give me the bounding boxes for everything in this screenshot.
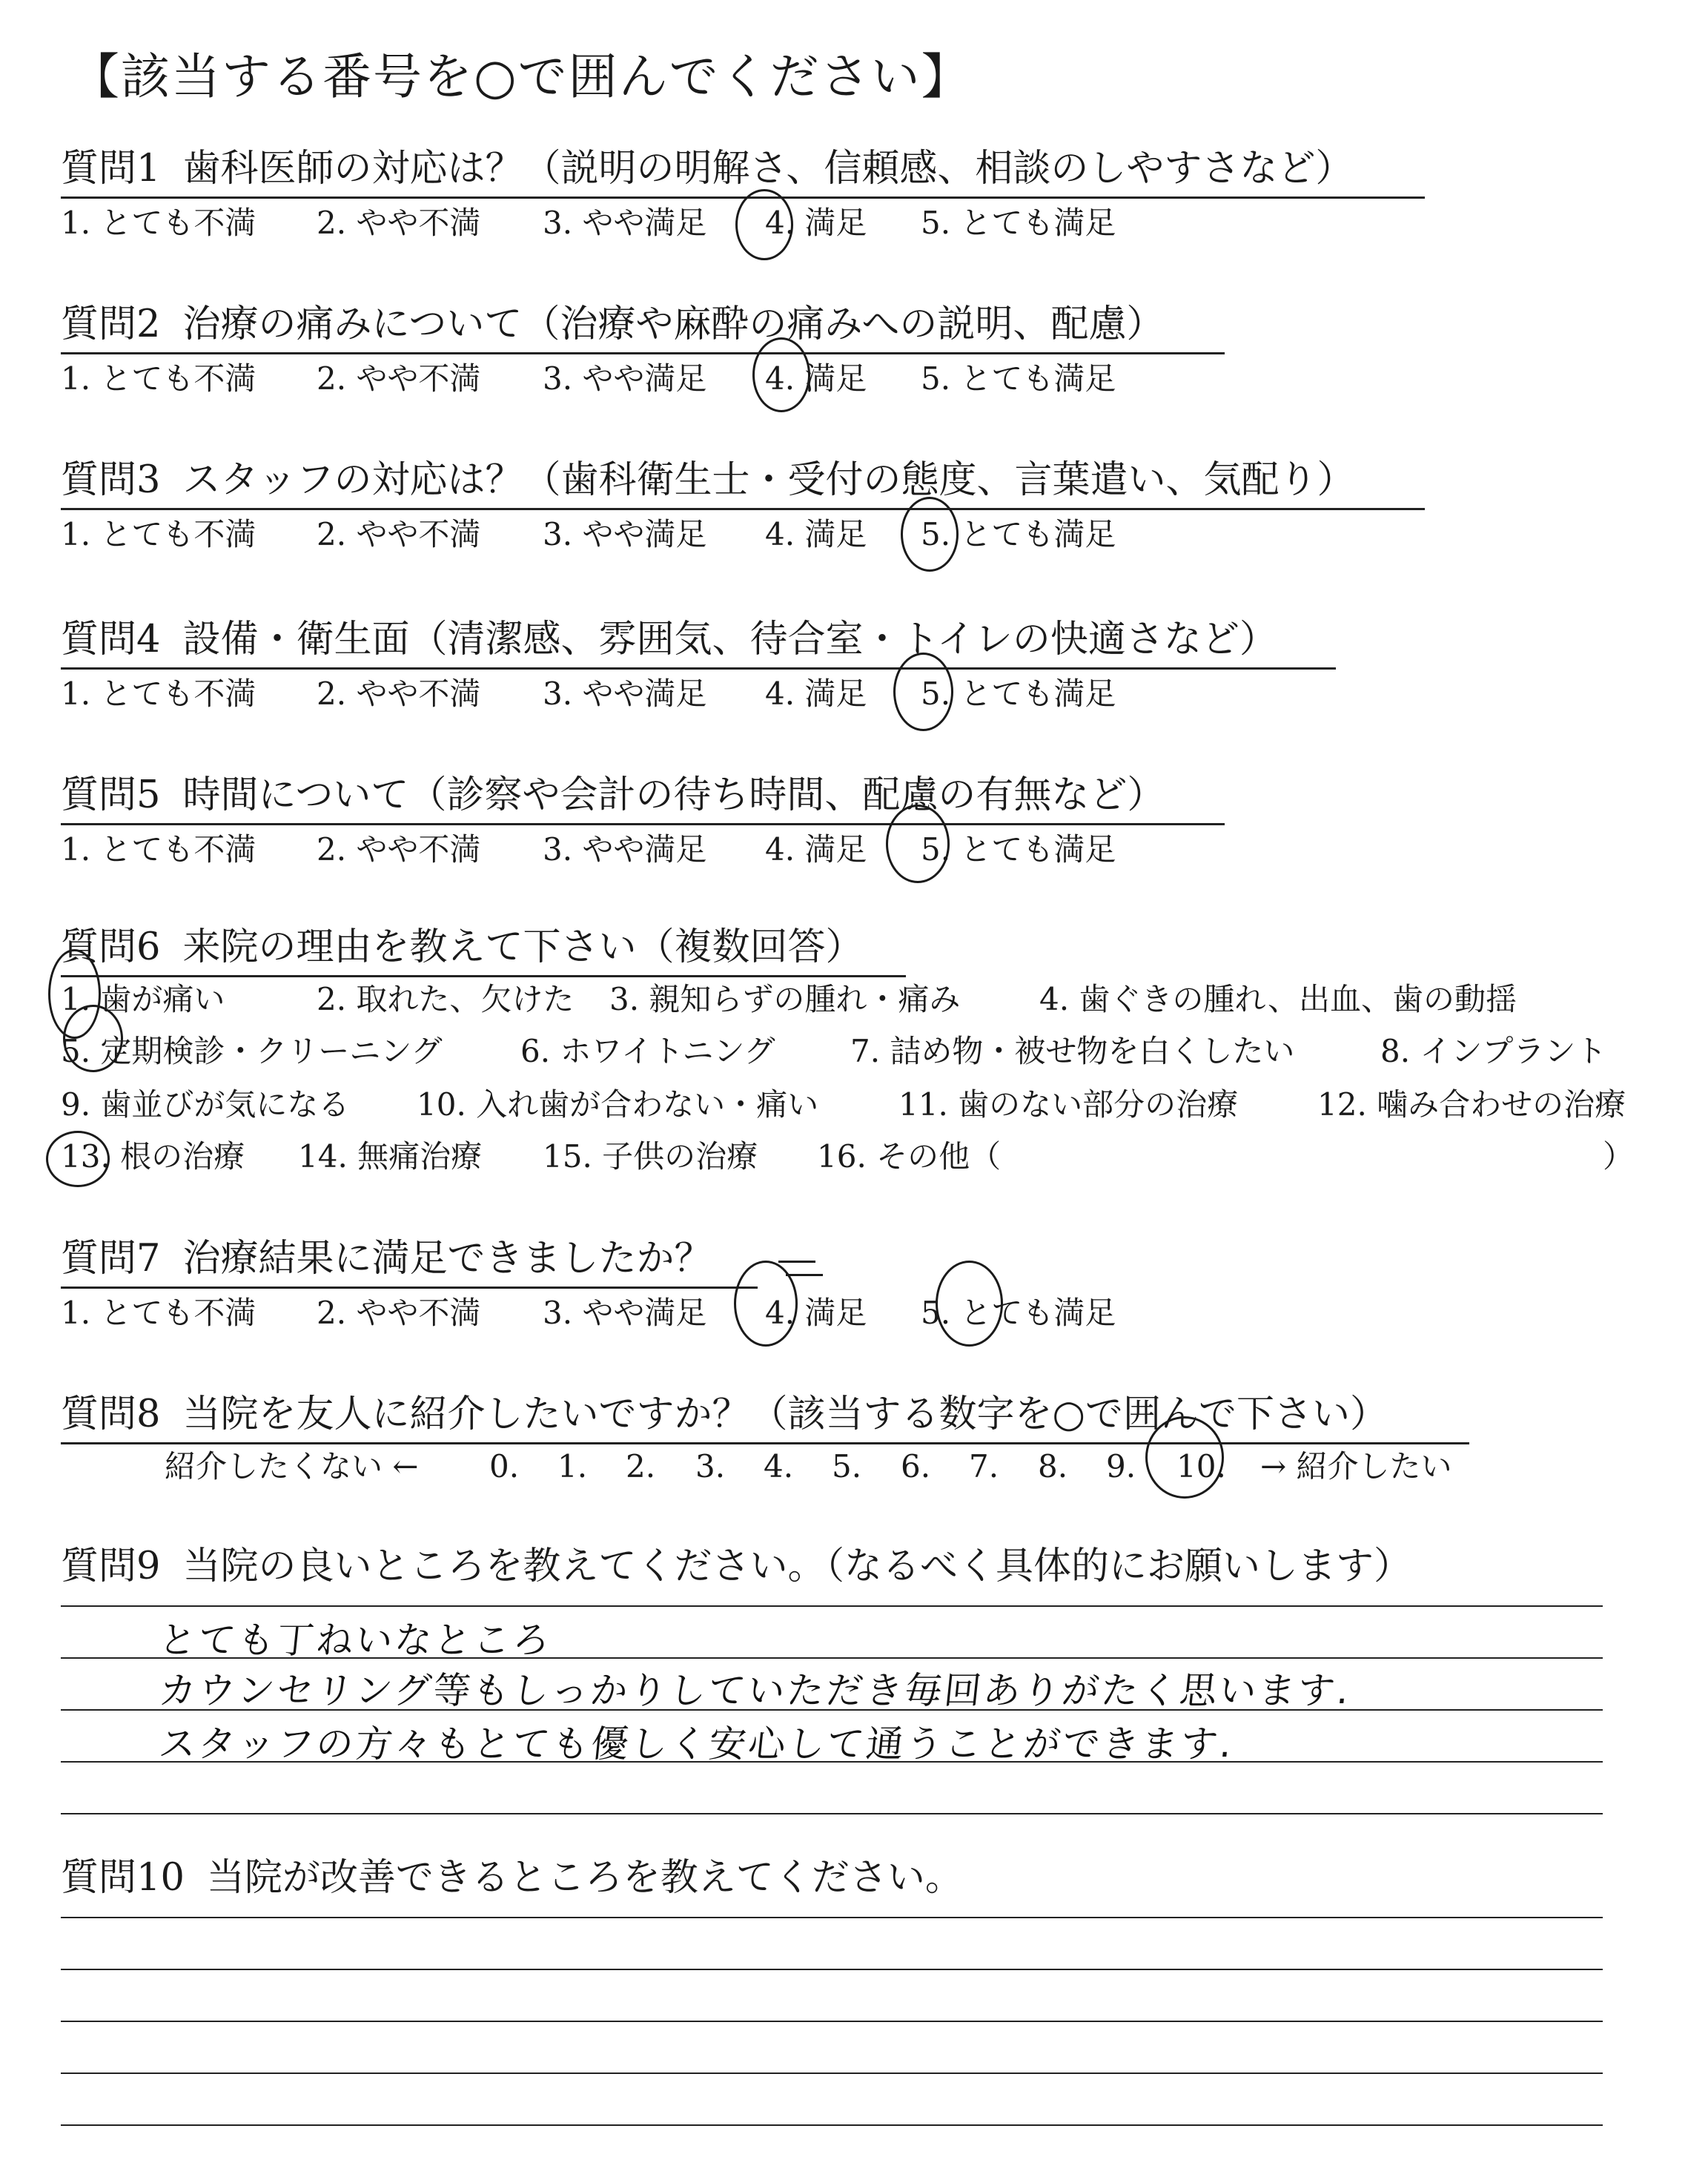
selected-circle-mark bbox=[1145, 1416, 1224, 1499]
option-3[interactable]: 3. やや満足 bbox=[543, 360, 707, 397]
underline bbox=[61, 1287, 758, 1289]
question-number: 質問10 bbox=[61, 1856, 185, 1900]
question-text: 時間について（診察や会計の待ち時間、配慮の有無など） bbox=[182, 773, 1165, 817]
scale-left-label: 紹介したくない ← bbox=[165, 1448, 419, 1484]
question-10 bbox=[61, 1854, 1655, 1903]
option-2[interactable]: 2. やや不満 bbox=[317, 516, 481, 552]
q6-row-4 bbox=[61, 1136, 1655, 1178]
recommend-scale bbox=[165, 1446, 1499, 1487]
underline bbox=[61, 975, 906, 977]
option-2[interactable]: 2. やや不満 bbox=[317, 676, 481, 712]
question-number: 質問5 bbox=[61, 773, 161, 817]
option-1[interactable]: 1. とても不満 bbox=[61, 831, 256, 868]
question-number: 質問6 bbox=[61, 925, 161, 969]
scale-4[interactable]: 4. bbox=[764, 1448, 794, 1484]
scale-10[interactable]: 10. bbox=[1176, 1448, 1226, 1484]
option-2[interactable]: 2. やや不満 bbox=[317, 1295, 481, 1331]
question-text: 当院を友人に紹介したいですか？（該当する数字を○で囲んで下さい） bbox=[182, 1393, 1388, 1436]
selected-circle-mark bbox=[936, 1261, 1003, 1347]
question-text: 設備・衛生面（清潔感、雰囲気、待合室・トイレの快適さなど） bbox=[182, 618, 1277, 661]
underline bbox=[61, 1442, 1469, 1444]
option-5[interactable]: 5. とても満足 bbox=[921, 205, 1116, 241]
option-3[interactable]: 3. 親知らずの腫れ・痛み bbox=[609, 981, 961, 1017]
underline bbox=[61, 823, 1225, 825]
selected-circle-mark bbox=[63, 1005, 123, 1072]
question-number: 質問7 bbox=[61, 1237, 161, 1281]
option-1[interactable]: 1. とても不満 bbox=[61, 516, 256, 552]
question-number: 質問3 bbox=[61, 458, 161, 502]
scale-2[interactable]: 2. bbox=[626, 1448, 656, 1484]
option-5[interactable]: 5. とても満足 bbox=[921, 1295, 1116, 1331]
scale-0[interactable]: 0. bbox=[489, 1448, 520, 1484]
question-7 bbox=[61, 1235, 1655, 1334]
option-7[interactable]: 7. 詰め物・被せ物を白くしたい bbox=[850, 1033, 1295, 1069]
scale-7[interactable]: 7. bbox=[969, 1448, 999, 1484]
question-text: 治療結果に満足できましたか？ bbox=[182, 1237, 712, 1281]
answer-line[interactable] bbox=[61, 1969, 1603, 1970]
q6-row-1 bbox=[61, 979, 1655, 1020]
option-15[interactable]: 15. 子供の治療 bbox=[543, 1138, 758, 1175]
underline bbox=[61, 508, 1425, 510]
option-2[interactable]: 2. やや不満 bbox=[317, 831, 481, 868]
question-text: 来院の理由を教えて下さい（複数回答） bbox=[182, 925, 864, 969]
option-12[interactable]: 12. 噛み合わせの治療 bbox=[1317, 1086, 1626, 1123]
question-5 bbox=[61, 771, 1655, 871]
underline bbox=[61, 667, 1336, 670]
question-number: 質問1 bbox=[61, 147, 161, 191]
selected-circle-mark bbox=[901, 497, 959, 572]
handwritten-answer: スタッフの方々もとても優しく安心して通うことができます. bbox=[156, 1723, 1237, 1766]
page-title: 【該当する番号を○で囲んでください】 bbox=[70, 48, 972, 105]
option-5[interactable]: 5. とても満足 bbox=[921, 360, 1116, 397]
scale-3[interactable]: 3. bbox=[695, 1448, 726, 1484]
question-number: 質問8 bbox=[61, 1393, 161, 1436]
q6-row-2 bbox=[61, 1031, 1655, 1072]
question-text: 当院が改善できるところを教えてください。 bbox=[206, 1856, 963, 1900]
option-4[interactable]: 4. 満足 bbox=[765, 1295, 867, 1331]
answer-line[interactable] bbox=[61, 2021, 1603, 2022]
option-4[interactable]: 4. 満足 bbox=[765, 360, 867, 397]
underline bbox=[61, 352, 1225, 354]
option-2[interactable]: 2. やや不満 bbox=[317, 205, 481, 241]
pen-stroke bbox=[786, 1274, 823, 1276]
option-4[interactable]: 4. 満足 bbox=[765, 831, 867, 868]
q6-row-3 bbox=[61, 1084, 1655, 1126]
underline bbox=[61, 196, 1425, 199]
question-4 bbox=[61, 615, 1655, 715]
option-1[interactable]: 1. とても不満 bbox=[61, 676, 256, 712]
option-1[interactable]: 1. とても不満 bbox=[61, 205, 256, 241]
selected-circle-mark bbox=[886, 805, 950, 883]
answer-line[interactable] bbox=[61, 2124, 1603, 2126]
option-4[interactable]: 4. 満足 bbox=[765, 676, 867, 712]
question-2 bbox=[61, 300, 1655, 400]
other-close-paren: ） bbox=[1603, 1138, 1635, 1175]
answer-line[interactable] bbox=[61, 2073, 1603, 2074]
option-3[interactable]: 3. やや満足 bbox=[543, 676, 707, 712]
question-number: 質問4 bbox=[61, 618, 161, 661]
answer-line bbox=[61, 1605, 1603, 1607]
option-5[interactable]: 5. 定期検診・クリーニング bbox=[61, 1033, 443, 1069]
scale-9[interactable]: 9. bbox=[1106, 1448, 1136, 1484]
question-3 bbox=[61, 456, 1655, 555]
option-16[interactable]: 16. その他（ bbox=[817, 1138, 1002, 1175]
scale-right-label: → 紹介したい bbox=[1260, 1448, 1452, 1484]
option-1[interactable]: 1. とても不満 bbox=[61, 360, 256, 397]
question-9 bbox=[61, 1542, 1655, 1591]
option-9[interactable]: 9. 歯並びが気になる bbox=[61, 1086, 350, 1123]
pen-stroke bbox=[778, 1261, 815, 1263]
option-11[interactable]: 11. 歯のない部分の治療 bbox=[898, 1086, 1239, 1123]
option-3[interactable]: 3. やや満足 bbox=[543, 205, 707, 241]
question-6 bbox=[61, 923, 1655, 972]
question-1 bbox=[61, 145, 1655, 244]
selected-circle-mark bbox=[735, 189, 793, 260]
question-number: 質問2 bbox=[61, 303, 161, 346]
scale-5[interactable]: 5. bbox=[832, 1448, 862, 1484]
question-number: 質問9 bbox=[61, 1545, 161, 1588]
option-4[interactable]: 4. 満足 bbox=[765, 205, 867, 241]
question-text: 治療の痛みについて（治療や麻酔の痛みへの説明、配慮） bbox=[182, 303, 1165, 346]
option-14[interactable]: 14. 無痛治療 bbox=[298, 1138, 483, 1175]
option-1[interactable]: 1. 歯が痛い bbox=[61, 981, 225, 1017]
option-8[interactable]: 8. インプラント bbox=[1380, 1033, 1607, 1069]
option-4[interactable]: 4. 満足 bbox=[765, 516, 867, 552]
question-text: 歯科医師の対応は？（説明の明解さ、信頼感、相談のしやすさなど） bbox=[182, 147, 1354, 191]
answer-line[interactable] bbox=[61, 1917, 1603, 1918]
scale-6[interactable]: 6. bbox=[901, 1448, 931, 1484]
option-3[interactable]: 3. やや満足 bbox=[543, 1295, 707, 1331]
option-1[interactable]: 1. とても不満 bbox=[61, 1295, 256, 1331]
option-5[interactable]: 5. とても満足 bbox=[921, 516, 1116, 552]
option-3[interactable]: 3. やや満足 bbox=[543, 516, 707, 552]
option-2[interactable]: 2. やや不満 bbox=[317, 360, 481, 397]
scale-1[interactable]: 1. bbox=[557, 1448, 588, 1484]
question-8 bbox=[61, 1390, 1655, 1439]
selected-circle-mark bbox=[46, 1131, 110, 1187]
option-13[interactable]: 13. 根の治療 bbox=[61, 1138, 245, 1175]
selected-circle-mark bbox=[752, 337, 810, 412]
answer-line bbox=[61, 1813, 1603, 1814]
scale-8[interactable]: 8. bbox=[1038, 1448, 1068, 1484]
handwritten-answer: とても丁ねいなところ bbox=[156, 1619, 555, 1662]
handwritten-answer: カウンセリング等もしっかりしていただき毎回ありがたく思います. bbox=[156, 1669, 1354, 1712]
option-6[interactable]: 6. ホワイトニング bbox=[520, 1033, 775, 1069]
option-5[interactable]: 5. とても満足 bbox=[921, 831, 1116, 868]
selected-circle-mark bbox=[893, 653, 953, 731]
option-5[interactable]: 5. とても満足 bbox=[921, 676, 1116, 712]
option-2[interactable]: 2. 取れた、欠けた bbox=[317, 981, 575, 1017]
option-3[interactable]: 3. やや満足 bbox=[543, 831, 707, 868]
option-4[interactable]: 4. 歯ぐきの腫れ、出血、歯の動揺 bbox=[1039, 981, 1517, 1017]
question-text: スタッフの対応は？（歯科衛生士・受付の態度、言葉遣い、気配り） bbox=[182, 458, 1355, 502]
question-text: 当院の良いところを教えてください。（なるべく具体的にお願いします） bbox=[182, 1545, 1411, 1588]
option-10[interactable]: 10. 入れ歯が合わない・痛い bbox=[417, 1086, 819, 1123]
